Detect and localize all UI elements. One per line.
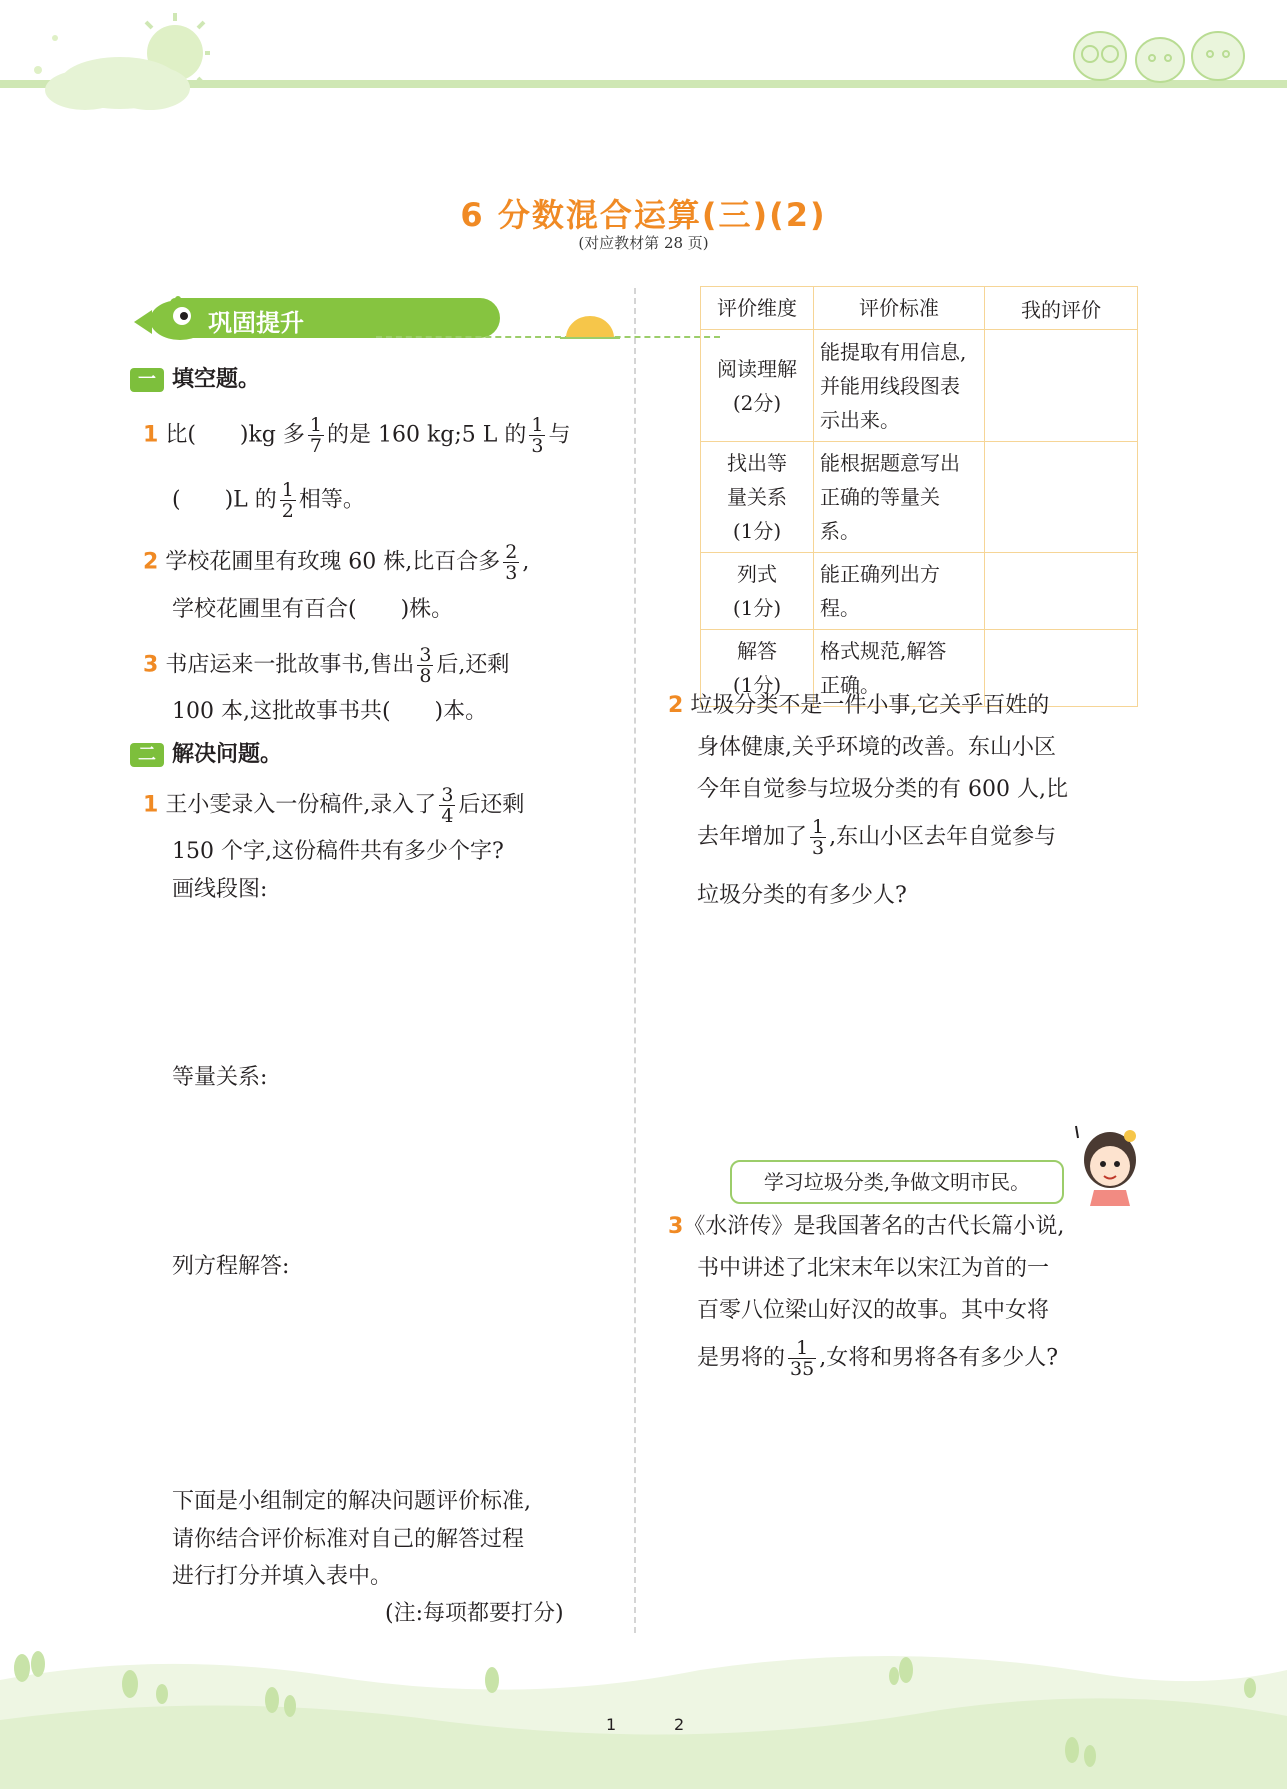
fraction-1-2: $\frac{1}{2}$ [281,479,294,522]
section1-heading-text: 填空题。 [172,367,261,392]
s1-q2-line1 [143,542,529,583]
table-cell-my-score[interactable] [985,553,1138,630]
s1-q1-text-b: 的是 160 kg;5 L 的 [326,422,527,448]
r-q3-line4 [697,1338,1058,1379]
table-row [701,442,1138,553]
banner-dash-line [376,336,720,338]
r-q2-line3: 今年自觉参与垃圾分类的有 600 人,比 [697,777,1068,802]
s1-q1-text-e: 相等。 [298,487,365,513]
r-q3-text-4b: ,女将和男将各有多少人? [819,1345,1058,1371]
s1-q1-text-d: ( )L 的 [172,487,277,513]
s1-q1-line1 [143,415,571,456]
page-title: 6 分数混合运算(三)(2) [460,196,827,234]
sunset-icon [560,314,620,340]
page-subtitle: (对应教材第 28 页) [578,234,709,252]
fraction-1-35: $\frac{1}{35}$ [790,1337,815,1380]
fraction-1-3: $\frac{1}{3}$ [531,414,544,457]
eval-note-line1: 下面是小组制定的解决问题评价标准, [172,1489,531,1514]
section2-badge: 二 [130,743,164,767]
r-q3-line1 [668,1213,1064,1241]
s1-q3-line1 [143,645,509,686]
table-cell-standard: 能正确列出方程。 [814,553,985,630]
r-q2-text-4b: ,东山小区去年自觉参与 [829,824,1057,850]
sun-icon [20,8,210,112]
s2-q1-text-a: 王小雯录入一份稿件,录入了 [165,792,437,818]
banner-label: 巩固提升 [208,309,304,337]
r-q3-text-1: 《水浒传》是我国著名的古代长篇小说, [683,1214,1065,1239]
s1-q2-num: 2 [143,549,159,575]
s2-q1-text-b: 后还剩 [458,792,525,818]
page-number-left: 1 [606,1715,617,1734]
r-q2-line4 [697,817,1056,858]
s1-q2-line2: 学校花圃里有百合( )株。 [172,597,454,622]
table-cell-dimension: 找出等 量关系 (1分) [701,442,814,553]
r-q2-line1 [668,692,1049,720]
fraction-1-7: $\frac{1}{7}$ [309,414,322,457]
table-cell-standard: 能提取有用信息, 并能用线段图表 示出来。 [814,330,985,442]
column-divider [634,288,636,1633]
table-cell-standard: 能根据题意写出 正确的等量关系。 [814,442,985,553]
r-q2-num: 2 [668,693,684,718]
s2-q1-num: 1 [143,792,159,818]
s2-q1-line2: 150 个字,这份稿件共有多少个字? [172,839,504,864]
r-q2-text-1: 垃圾分类不是一件小事,它关乎百姓的 [690,693,1050,718]
eval-note-line3: 进行打分并填入表中。 [172,1564,393,1589]
table-cell-my-score[interactable] [985,442,1138,553]
table-cell-dimension: 解答 (1分) [701,630,814,707]
equal-relation-label: 等量关系: [172,1065,268,1090]
table-cell-dimension: 阅读理解 (2分) [701,330,814,442]
table-header-row [701,287,1138,330]
fraction-3-4: $\frac{3}{4}$ [441,784,454,827]
section2-heading-text: 解决问题。 [172,742,283,767]
s1-q3-num: 3 [143,652,159,678]
s2-q1-line1 [143,785,524,826]
table-row [701,330,1138,442]
fraction-3-8: $\frac{3}{8}$ [419,644,432,687]
fish-icon [130,296,220,344]
evaluation-table [700,286,1138,707]
s2-q1-line3: 画线段图: [172,877,268,902]
r-q2-line2: 身体健康,关乎环境的改善。东山小区 [697,735,1056,760]
r-q3-text-4a: 是男将的 [697,1345,786,1371]
s1-q1-line2 [172,480,365,521]
s1-q2-text-b: , [522,549,530,575]
s1-q1-text-a: 比( )kg 多 [165,422,305,448]
table-row [701,553,1138,630]
page-number-right: 2 [674,1715,685,1734]
s1-q3-text-a: 书店运来一批故事书,售出 [165,652,415,678]
s1-q1-num: 1 [143,422,159,448]
s1-q2-text-a: 学校花圃里有玫瑰 60 株,比百合多 [165,549,501,575]
section1-badge: 一 [130,368,164,392]
s1-q3-line2: 100 本,这批故事书共( )本。 [172,699,488,724]
girl-icon [1060,1120,1150,1206]
table-header: 评价标准 [814,287,985,330]
fraction-1-3-r: $\frac{1}{3}$ [812,816,825,859]
table-header: 评价维度 [701,287,814,330]
table-cell-dimension: 列式 (1分) [701,553,814,630]
r-q3-line2: 书中讲述了北宋末年以宋江为首的一 [697,1256,1050,1281]
section2-heading [130,737,282,768]
table-cell-my-score[interactable] [985,330,1138,442]
r-q2-line5: 垃圾分类的有多少人? [697,883,907,908]
section1-heading [130,362,260,393]
animal-faces-icon [1060,22,1250,84]
table-cell-standard: 格式规范,解答 正确。 [814,630,985,707]
fraction-2-3: $\frac{2}{3}$ [505,541,518,584]
eval-note-line4: (注:每项都要打分) [385,1601,564,1626]
r-q3-line3: 百零八位梁山好汉的故事。其中女将 [697,1298,1050,1323]
r-q3-num: 3 [668,1214,684,1239]
speech-bubble: 学习垃圾分类,争做文明市民。 [730,1160,1064,1204]
s1-q1-text-c: 与 [548,422,571,448]
section-banner [130,296,610,344]
ground-decoration [0,1640,1287,1789]
r-q2-text-4a: 去年增加了 [697,824,808,850]
table-header: 我的评价 [985,287,1138,330]
eval-note-line2: 请你结合评价标准对自己的解答过程 [172,1527,525,1552]
solve-equation-label: 列方程解答: [172,1254,290,1279]
s1-q3-text-b: 后,还剩 [436,652,510,678]
